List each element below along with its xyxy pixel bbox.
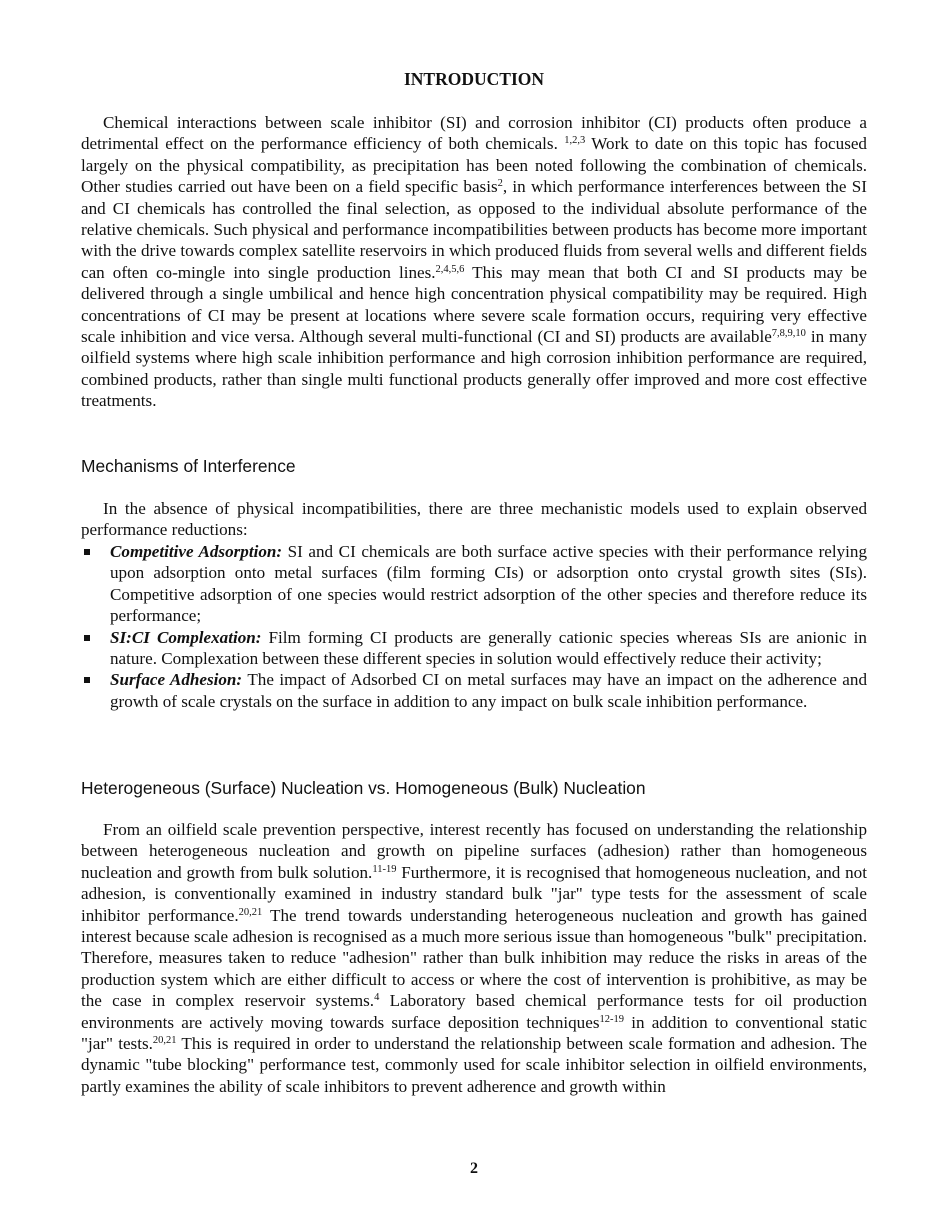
nucleation-heading: Heterogeneous (Surface) Nucleation vs. Homogeneous (Bulk) Nucleation <box>81 778 646 798</box>
nucleation-sentence-3: The trend towards understanding heterogeneous nucleation and growth has gained interest because scale adhesion is recognised as a much more serious issue than homogeneous "bulk" precipitation. Therefore, measures taken to reduce "adhesion" rather than bulk inhibition may reduce the risks in areas of the production system which are either difficult to access or where the cost of intervention is prohibitive, as may be the case in complex reservoir systems. <box>81 905 867 1011</box>
bullet-square-icon <box>84 549 90 555</box>
mechanisms-intro-text: In the absence of physical incompatibilities, there are three mechanistic models used to explain observed performance reductions: <box>81 499 867 540</box>
list-item <box>81 541 867 627</box>
intro-sentence-5: in many oilfield systems where high scale inhibition performance and high corrosion inhibition performance are required, combined products, rather than single multi functional products generally offer improved and more cost effective treatments. <box>81 327 868 411</box>
list-item <box>81 669 867 712</box>
nucleation-sentence-1: From an oilfield scale prevention perspective, interest recently has focused on understanding the relationship between heterogeneous nucleation and growth on pipeline surfaces (adhesion) rather than homogeneous nucleation and growth from bulk solution. <box>81 820 867 882</box>
intro-sentence-4: This may mean that both CI and SI products may be delivered through a single umbilical and hence high concentration physical compatibility may be required. High concentrations of CI may be present at locations where severe scale formation occurs, requiring very effective scale inhibition and vice versa. Although several multi-functional (CI and SI) products are available <box>81 262 867 347</box>
citation: 2 <box>497 178 503 190</box>
nucleation-sentence-2: Furthermore, it is recognised that homogeneous nucleation, and not adhesion, is conventionally examined in industry standard bulk "jar" type tests for the assessment of scale inhibitor performance. <box>81 862 867 925</box>
nucleation-paragraph <box>81 819 867 1097</box>
intro-sentence-2: Work to date on this topic has focused largely on the physical compatibility, as precipitation has been noted following the combination of chemicals. Other studies carried out have been on a field specific basis <box>81 134 867 197</box>
mechanisms-heading: Mechanisms of Interference <box>81 456 296 476</box>
mechanisms-list <box>81 541 867 712</box>
list-item-term: Surface Adhesion: <box>110 670 243 690</box>
citation: 4 <box>374 992 380 1004</box>
citation: 11-19 <box>372 863 397 875</box>
citation: 7,8,9,10 <box>771 328 806 340</box>
nucleation-sentence-5: in addition to conventional static "jar" tests. <box>81 1012 868 1054</box>
nucleation-sentence-6: This is required in order to understand the relationship between scale formation and adhesion. The dynamic "tube blocking" performance test, commonly used for scale inhibitor selection in oilfield environments, partly examines the ability of scale inhibitors to prevent adherence and growth within <box>81 1034 867 1096</box>
list-item-term: Competitive Adsorption: <box>110 542 283 561</box>
section-title: INTRODUCTION <box>403 69 545 89</box>
intro-sentence-3: , in which performance interferences between the SI and CI chemicals has controlled the final selection, as opposed to the individual absolute performance of the relative chemicals. Such physical and performance incompatibilities between products has become more important with the drive towards complex satellite reservoirs in which produced fluids from several wells and different fields can often co-mingle into single production lines. <box>81 177 867 282</box>
nucleation-sentence-4: Laboratory based chemical performance tests for oil production environments are actively moving towards surface deposition techniques <box>81 991 867 1032</box>
citation: 1,2,3 <box>564 135 586 147</box>
citation: 20,21 <box>238 906 263 918</box>
list-item-text: The impact of Adsorbed CI on metal surfaces may have an impact on the adherence and growth of scale crystals on the surface in addition to any impact on bulk scale inhibition performance. <box>110 670 867 711</box>
list-item-text: Film forming CI products are generally cationic species whereas SIs are anionic in nature. Complexation between these different species in solution would effectively reduce their activity; <box>110 627 867 669</box>
list-item <box>81 627 867 670</box>
page-number: 2 <box>470 1160 478 1177</box>
intro-paragraph <box>81 112 867 412</box>
citation: 20,21 <box>152 1035 177 1047</box>
intro-sentence-1: Chemical interactions between scale inhibitor (SI) and corrosion inhibitor (CI) products often produce a detrimental effect on the performance efficiency of both chemicals. <box>81 113 867 154</box>
mechanisms-intro <box>81 498 867 541</box>
citation: 12-19 <box>599 1013 624 1025</box>
bullet-square-icon <box>84 635 90 641</box>
list-item-term: SI:CI Complexation: <box>110 627 262 647</box>
bullet-square-icon <box>84 677 90 683</box>
citation: 2,4,5,6 <box>435 263 465 275</box>
list-item-text: SI and CI chemicals are both surface active species with their performance relying upon adsorption onto metal surfaces (film forming CIs) or adsorption onto crystal growth sites (SIs). Competitive adsorption of one species would restrict adsorption of the other species and therefore reduce its performance; <box>110 542 867 626</box>
